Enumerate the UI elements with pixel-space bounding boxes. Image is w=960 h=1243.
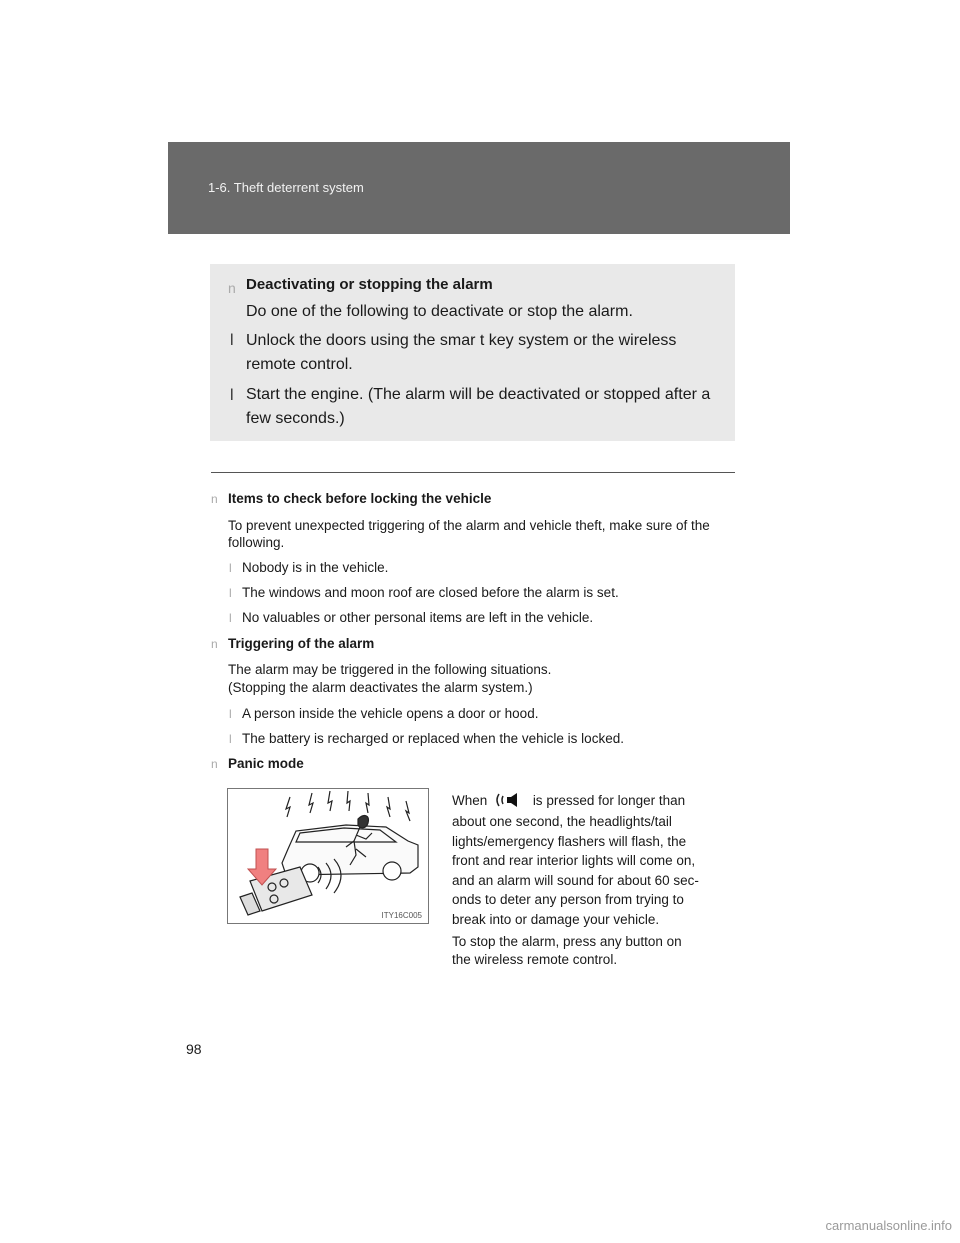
section-header	[168, 142, 790, 234]
section-marker: n	[211, 637, 218, 651]
section-marker: n	[211, 492, 218, 506]
deactivate-alarm-box	[210, 264, 735, 441]
panic-paragraph	[452, 792, 752, 809]
text-line: the wireless remote control.	[452, 952, 618, 967]
check-item: No valuables or other personal items are left in the vehicle.	[242, 610, 594, 625]
bullet-marker: l	[230, 332, 234, 349]
when-text: When	[452, 793, 488, 808]
text-line: break into or damage your vehicle.	[452, 911, 660, 927]
text-line: and an alarm will sound for about 60 sec-	[452, 872, 699, 888]
panic-button-icon	[495, 792, 525, 808]
box-intro: Do one of the following to deactivate or stop the alarm.	[246, 303, 633, 320]
text-line: lights/emergency flashers will flash, the	[452, 833, 687, 849]
triggering-intro: The alarm may be triggered in the following situations.	[228, 662, 552, 677]
divider	[211, 472, 735, 473]
section-title: 1-6. Theft deterrent system	[208, 180, 364, 195]
triggering-item: The battery is recharged or replaced when the vehicle is locked.	[242, 731, 624, 746]
section-marker: n	[211, 757, 218, 771]
box-title: Deactivating or stopping the alarm	[246, 276, 493, 293]
triggering-title: Triggering of the alarm	[228, 636, 375, 651]
bullet-marker: l	[229, 707, 232, 721]
car-alarm-illustration	[228, 789, 428, 923]
check-intro: To prevent unexpected triggering of the alarm and vehicle theft, make sure of the following.	[228, 518, 710, 550]
triggering-item: A person inside the vehicle opens a door or hood.	[242, 706, 539, 721]
stop-alarm-text	[452, 933, 682, 969]
panic-description	[452, 812, 699, 929]
panic-text-rest: is pressed for longer than	[532, 793, 686, 808]
text-line: To stop the alarm, press any button on	[452, 934, 682, 949]
bullet-marker: l	[229, 732, 232, 746]
page-number: 98	[186, 1041, 202, 1057]
box-item: Unlock the doors using the smar t key system or the wireless remote control.	[246, 332, 677, 373]
watermark: carmanualsonline.info	[825, 1218, 952, 1233]
check-item: Nobody is in the vehicle.	[242, 560, 389, 575]
text-line: front and rear interior lights will come on,	[452, 853, 696, 868]
check-title: Items to check before locking the vehicle	[228, 491, 492, 506]
panic-mode-illustration	[227, 788, 429, 924]
triggering-note: (Stopping the alarm deactivates the alarm system.)	[228, 680, 533, 695]
bullet-marker: l	[229, 611, 232, 625]
section-marker: n	[228, 280, 236, 296]
text-line: onds to deter any person from trying to	[452, 892, 684, 907]
check-item: The windows and moon roof are closed before the alarm is set.	[242, 585, 619, 600]
panic-title: Panic mode	[228, 756, 304, 771]
figure-code: ITY16C005	[381, 911, 422, 920]
bullet-marker: l	[230, 387, 234, 404]
bullet-marker: l	[229, 586, 232, 600]
text-line: about one second, the headlights/tail	[452, 814, 672, 829]
bullet-marker: l	[229, 561, 232, 575]
box-item: Start the engine. (The alarm will be deactivated or stopped after a few seconds.)	[246, 386, 711, 427]
